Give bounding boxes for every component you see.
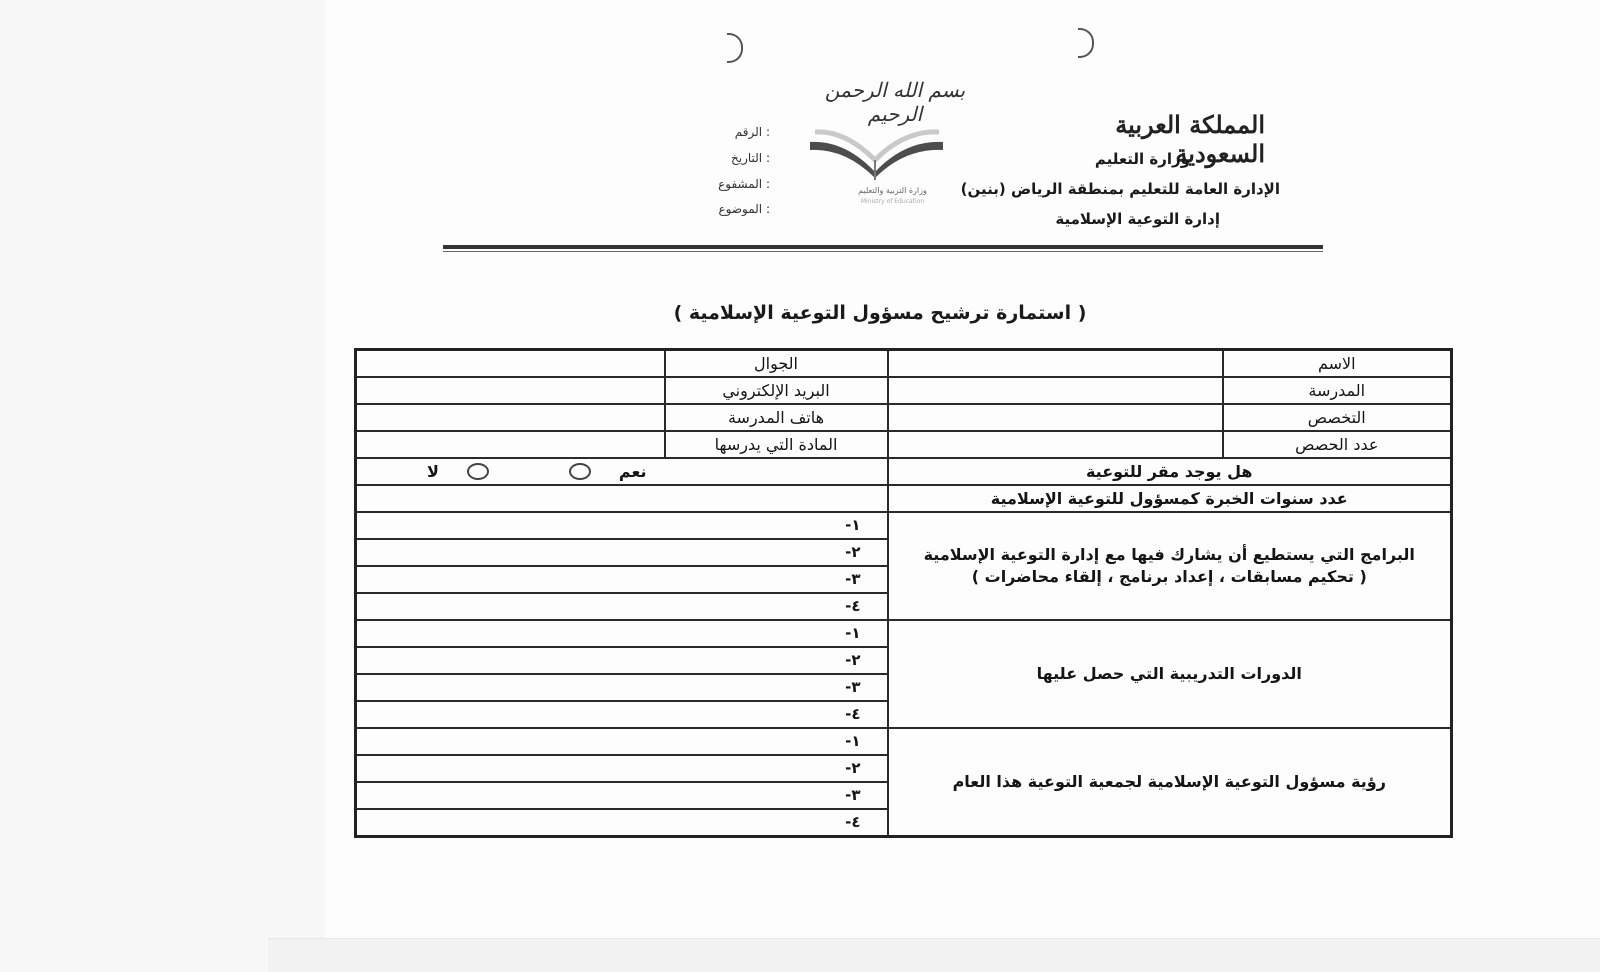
programs-line2: ( تحكيم مسابقات ، إعداد برنامج ، إلقاء محاضرات ) xyxy=(971,566,1367,586)
table-row xyxy=(356,350,1452,378)
vision-item-1[interactable]: ١- xyxy=(356,728,888,755)
name-field[interactable] xyxy=(888,350,1223,378)
label-school-phone: هاتف المدرسة xyxy=(665,404,888,431)
course-item-3[interactable]: ٣- xyxy=(356,674,888,701)
program-item-1[interactable]: ١- xyxy=(356,512,888,539)
mobile-field[interactable] xyxy=(356,350,665,378)
header-rule xyxy=(443,245,1323,249)
email-field[interactable] xyxy=(356,377,665,404)
scan-edge xyxy=(268,938,1600,972)
table-row xyxy=(356,404,1452,431)
subject-taught-field[interactable] xyxy=(356,431,665,458)
directorate-name: الإدارة العامة للتعليم بمنطقة الرياض (بنين) xyxy=(960,180,1280,198)
label-mobile: الجوال xyxy=(665,350,888,378)
meta-number: الرقم : xyxy=(734,125,770,139)
label-email: البريد الإلكتروني xyxy=(665,377,888,404)
label-courses: الدورات التدريبية التي حصل عليها xyxy=(888,620,1452,728)
vision-item-4[interactable]: ٤- xyxy=(356,809,888,837)
label-periods: عدد الحصص xyxy=(1223,431,1452,458)
label-subject-taught: المادة التي يدرسها xyxy=(665,431,888,458)
form-title: ( استمارة ترشيح مسؤول التوعية الإسلامية ) xyxy=(673,302,1087,324)
nomination-form-table xyxy=(354,348,1453,838)
meta-subject: الموضوع : xyxy=(718,202,770,216)
label-experience-years: عدد سنوات الخبرة كمسؤول للتوعية الإسلامية xyxy=(888,485,1452,512)
course-item-2[interactable]: ٢- xyxy=(356,647,888,674)
programs-line1: البرامج التي يستطيع أن يشارك فيها مع إدارة التوعية الإسلامية xyxy=(923,544,1415,564)
table-row xyxy=(356,458,1452,485)
table-row xyxy=(356,431,1452,458)
radio-yes-icon[interactable] xyxy=(569,463,591,480)
program-item-2[interactable]: ٢- xyxy=(356,539,888,566)
program-item-4[interactable]: ٤- xyxy=(356,593,888,620)
book-icon xyxy=(805,120,950,190)
table-row xyxy=(356,620,1452,647)
header-rule-thin xyxy=(443,251,1323,252)
label-vision: رؤية مسؤول التوعية الإسلامية لجمعية التوعية هذا العام xyxy=(888,728,1452,837)
label-has-office: هل يوجد مقر للتوعية xyxy=(888,458,1452,485)
specialty-field[interactable] xyxy=(888,404,1223,431)
periods-field[interactable] xyxy=(888,431,1223,458)
course-item-4[interactable]: ٤- xyxy=(356,701,888,728)
table-row xyxy=(356,377,1452,404)
table-row xyxy=(356,728,1452,755)
kingdom-name: المملكة العربية السعودية xyxy=(1115,110,1265,168)
label-name: الاسم xyxy=(1223,350,1452,378)
option-yes[interactable] xyxy=(569,462,647,481)
option-no-label: لا xyxy=(427,461,439,481)
logo-caption-en: Ministry of Education xyxy=(860,198,925,205)
label-school: المدرسة xyxy=(1223,377,1452,404)
vision-item-3[interactable]: ٣- xyxy=(356,782,888,809)
label-specialty: التخصص xyxy=(1223,404,1452,431)
logo-caption: وزارة التربية والتعليم xyxy=(858,186,927,195)
department-name: إدارة التوعية الإسلامية xyxy=(1055,210,1220,228)
vision-item-2[interactable]: ٢- xyxy=(356,755,888,782)
ministry-logo xyxy=(805,120,950,210)
meta-date: التاريخ : xyxy=(730,151,770,165)
school-field[interactable] xyxy=(888,377,1223,404)
option-yes-label: نعم xyxy=(618,461,647,481)
meta-attachments: المشفوع : xyxy=(718,177,770,191)
has-office-options xyxy=(356,458,888,485)
school-phone-field[interactable] xyxy=(356,404,665,431)
table-row xyxy=(356,512,1452,539)
course-item-1[interactable]: ١- xyxy=(356,620,888,647)
program-item-3[interactable]: ٣- xyxy=(356,566,888,593)
basmala: بسم الله الرحمن الرحيم xyxy=(824,78,966,126)
radio-no-icon[interactable] xyxy=(467,463,489,480)
experience-years-field[interactable] xyxy=(356,485,888,512)
label-programs xyxy=(888,512,1452,620)
table-row xyxy=(356,485,1452,512)
option-no[interactable] xyxy=(427,462,489,481)
ministry-name: وزارة التعليم xyxy=(1094,150,1190,168)
